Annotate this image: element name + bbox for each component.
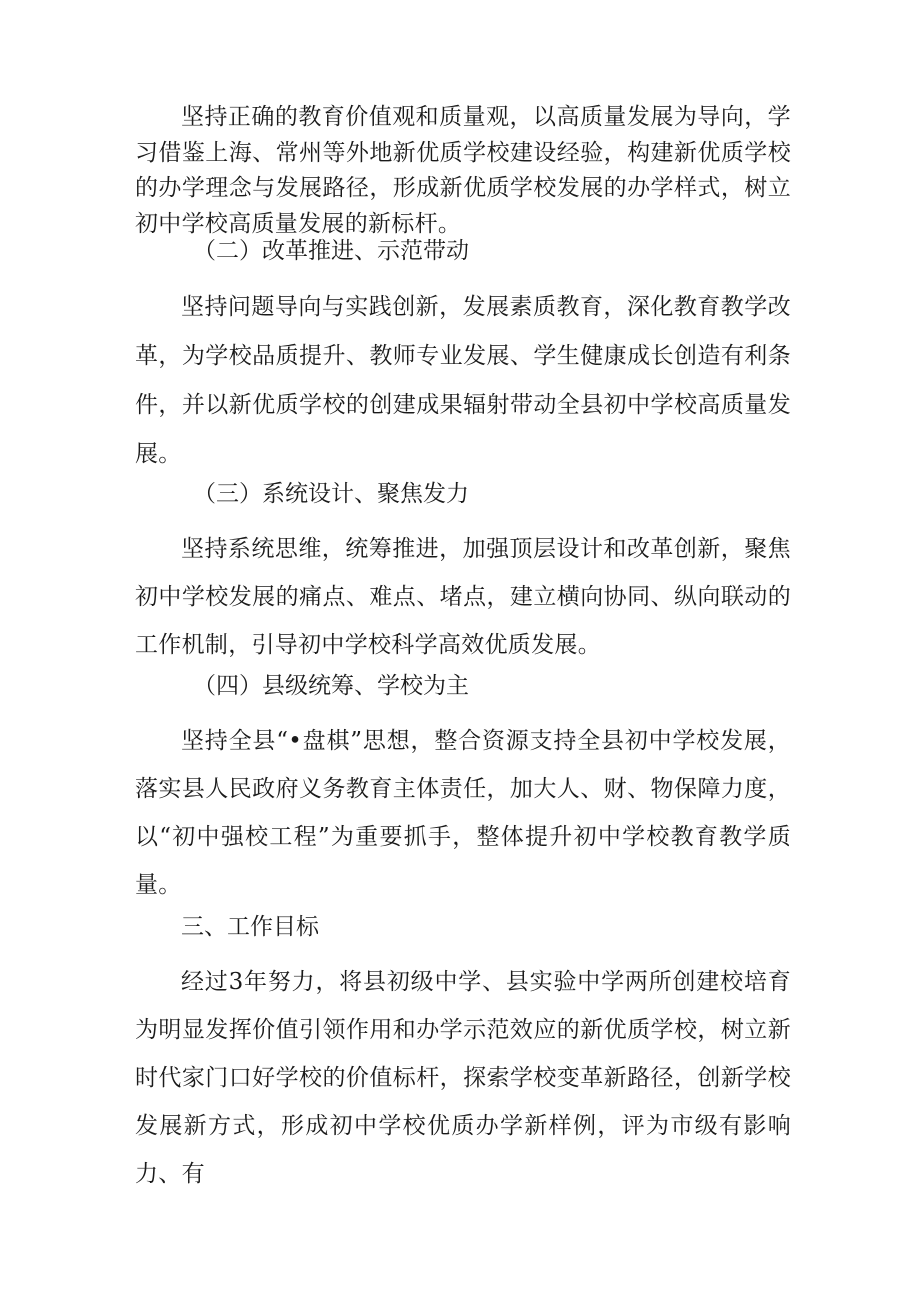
paragraph-quality-view: 坚持正确的教育价值观和质量观，以高质量发展为导向，学习借鉴上海、常州等外地新优质学校建设经验，构建新优质学校的办学理念与发展路径，形成新优质学校发展的办学样式，树立初中学校高质量发展的新标杆。 [135,104,791,237]
section-heading-system-design: （三）系统设计、聚焦发力 [193,481,469,507]
paragraph-county-coordination: 坚持全县“•盘棋”思想，整合资源支持全县初中学校发展，落实县人民政府义务教育主体责任，加大人、财、物保障力度，以“初中强校工程”为重要抓手，整体提升初中学校教育教学质量。 [135,728,791,898]
section-heading-work-goals: 三、工作目标 [181,914,319,940]
section-heading-reform: （二）改革推进、示范带动 [193,238,469,264]
section-heading-county-coordination: （四）县级统筹、学校为主 [193,673,469,699]
paragraph-system-design: 坚持系统思维，统筹推进，加强顶层设计和改革创新，聚焦初中学校发展的痛点、难点、堵点，建立横向协同、纵向联动的工作机制，引导初中学校科学高效优质发展。 [135,536,791,658]
paragraph-work-goals: 经过3年努力，将县初级中学、县实验中学两所创建校培育为明显发挥价值引领作用和办学示范效应的新优质学校，树立新时代家门口好学校的价值标杆，探索学校变革新路径，创新学校发展新方式，形成初中学校优质办学新样例，评为市级有影响力、有 [135,969,791,1187]
paragraph-reform: 坚持问题导向与实践创新，发展素质教育，深化教育教学改革，为学校品质提升、教师专业发展、学生健康成长创造有利条件，并以新优质学校的创建成果辐射带动全县初中学校高质量发展。 [135,294,791,467]
